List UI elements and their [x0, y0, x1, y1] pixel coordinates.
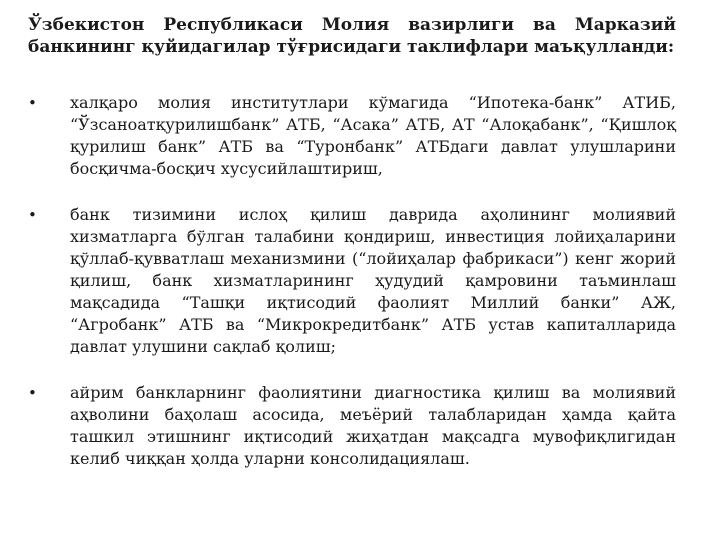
list-item	[28, 92, 676, 180]
bullet-icon: •	[28, 384, 37, 402]
list-item	[28, 204, 676, 358]
bullet-icon: •	[28, 206, 37, 224]
list-item	[28, 382, 676, 470]
list-item-text: халқаро молия институтлари кўмагида “Ипотека-банк” АТИБ, “Ўзсаноатқурилишбанк” АТБ, “Асака” АТБ, АТ “Алоқабанк”, “Қишлоқ қурилиш банк” АТБ ва “Туронбанк” АТБдаги давлат улушларини босқичма-босқич хусусийлаштириш,	[70, 93, 676, 178]
page-title: Ўзбекистон Республикаси Молия вазирлиги ва Марказий банкининг қуйидагилар тўғрисидаги таклифлари маъқулланди:	[28, 15, 676, 57]
list-item-text: банк тизимини ислоҳ қилиш даврида аҳолининг молиявий хизматларга бўлган талабини қондириш, инвестиция лойиҳаларини қўллаб-қувватлаш механизмини (“лойиҳалар фабрикаси”) кенг жорий қилиш, банк хизматларининг ҳудудий қамровини таъминлаш мақсадида “Ташқи иқтисодий фаолият Миллий банки” АЖ, “Агробанк” АТБ ва “Микрокредитбанк” АТБ устав капиталларида давлат улушини сақлаб қолиш;	[70, 205, 676, 356]
slide-content	[28, 14, 676, 494]
bullet-list	[28, 92, 676, 470]
bullet-icon: •	[28, 94, 37, 112]
list-item-text: айрим банкларнинг фаолиятини диагностика қилиш ва молиявий аҳволини баҳолаш асосида, меъёрий талабларидан ҳамда қайта ташкил этишнинг иқтисодий жиҳатдан мақсадга мувофиқлигидан келиб чиққан ҳолда уларни консолидациялаш.	[70, 383, 676, 468]
